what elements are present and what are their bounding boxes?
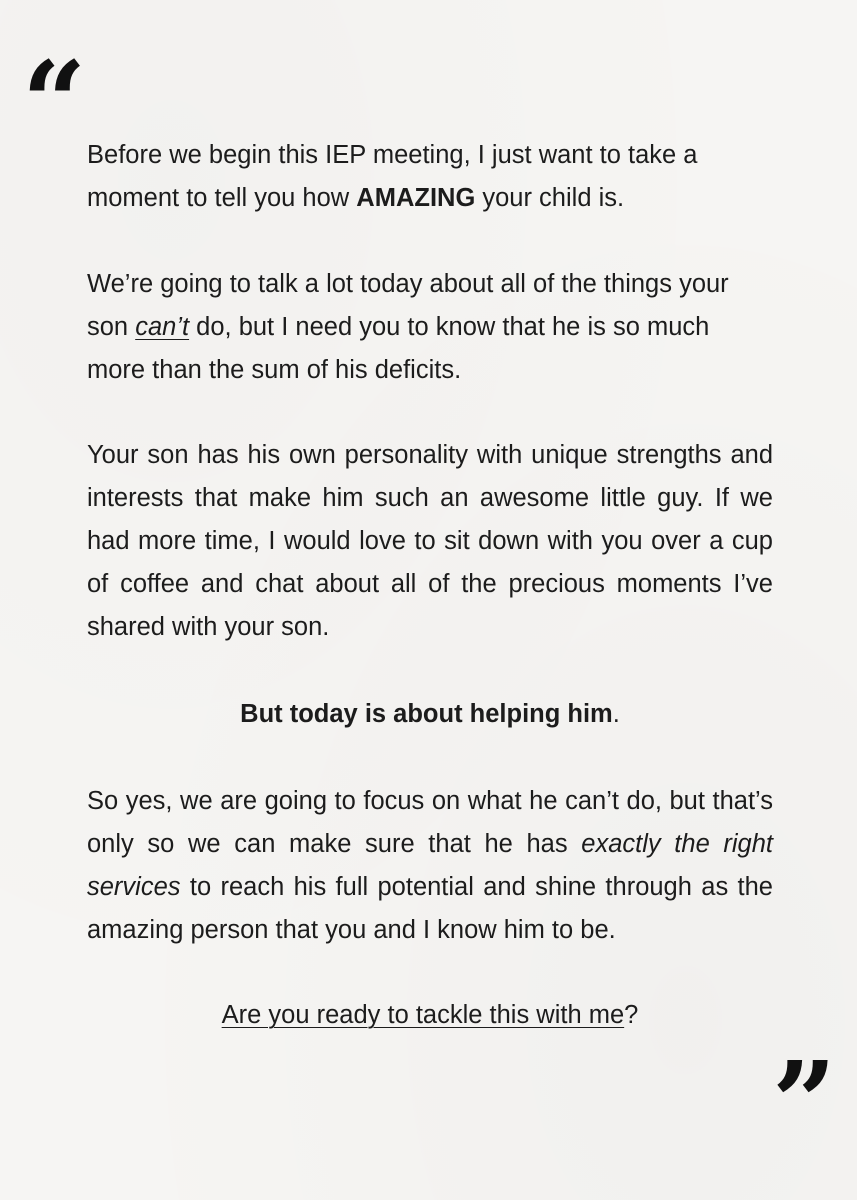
intro-emphasis: AMAZING bbox=[356, 184, 476, 212]
quote-body bbox=[87, 134, 773, 1079]
close-quote-mark: ” bbox=[772, 1038, 837, 1169]
deficits-text: We’re going to talk a lot today about all of the things your son bbox=[87, 270, 729, 341]
question-mark: ? bbox=[624, 1001, 639, 1029]
paragraph-deficits bbox=[87, 263, 773, 392]
intro-text: Before we begin this IEP meeting, I just want to take a moment to tell you how bbox=[87, 141, 698, 212]
services-text-end: to reach his full potential and shine through as the amazing person that you and I know him to be. bbox=[87, 873, 773, 944]
open-quote-mark: “ bbox=[22, 38, 87, 169]
question-underlined: Are you ready to tackle this with me bbox=[221, 1001, 625, 1029]
paragraph-services bbox=[87, 780, 773, 952]
intro-text-end: your child is. bbox=[475, 184, 625, 212]
services-text: So yes, we are going to focus on what he can’t do, but that’s only so we can make sure that he has bbox=[87, 787, 773, 858]
callout-period: . bbox=[612, 700, 620, 728]
paragraph-intro bbox=[87, 134, 773, 220]
closing-question bbox=[87, 994, 773, 1037]
callout-line bbox=[87, 693, 773, 736]
paragraph-personality: Your son has his own personality with unique strengths and interests that make him such an awesome little guy. If we had more time, I would love to sit down with you over a cup of coffee and chat about all of the precious moments I’ve shared with your son. bbox=[87, 441, 773, 641]
deficits-emphasis: can’t bbox=[135, 313, 190, 341]
deficits-text-end: do, but I need you to know that he is so much more than the sum of his deficits. bbox=[87, 313, 710, 384]
services-emphasis: exactly the right services bbox=[87, 830, 774, 901]
callout-bold: But today is about helping him bbox=[240, 700, 613, 728]
